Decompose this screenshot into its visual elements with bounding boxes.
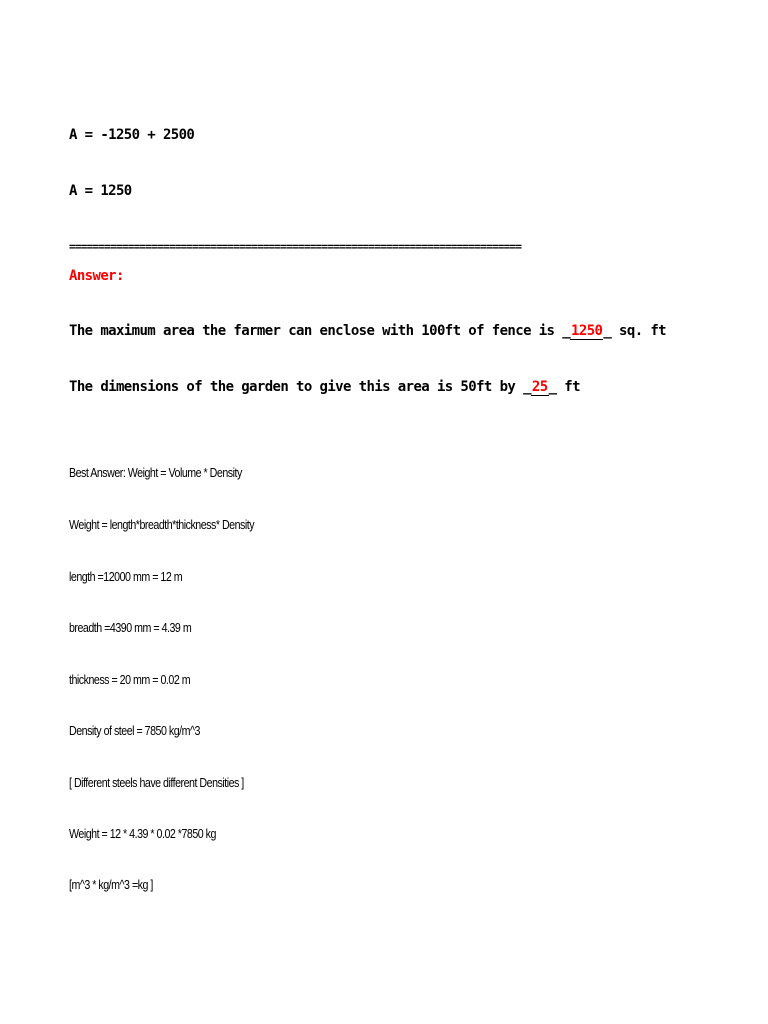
best-answer-line-2: Weight = length*breadth*thickness* Density	[69, 517, 255, 532]
best-answer-line-8: Weight = 12 * 4.39 * 0.02 *7850 kg	[69, 826, 216, 841]
best-answer-line-7: [ Different steels have different Densities ]	[69, 775, 244, 790]
equation-line-2: A = 1250	[69, 183, 132, 199]
best-answer-line-6: Density of steel = 7850 kg/m^3	[69, 723, 200, 738]
dims-answer-value: 25	[531, 379, 548, 395]
area-answer-sentence	[69, 323, 666, 339]
best-answer-line-5: thickness = 20 mm = 0.02 m	[69, 672, 191, 687]
area-sentence-suffix: _ sq. ft	[603, 323, 667, 339]
dims-sentence-prefix: The dimensions of the garden to give this area is 50ft by _	[69, 379, 531, 395]
answer-label: Answer:	[69, 268, 124, 284]
best-answer-line-9: [m^3 * kg/m^3 =kg ]	[69, 877, 153, 892]
separator-line: =============================================================================	[69, 241, 522, 253]
area-sentence-prefix: The maximum area the farmer can enclose with 100ft of fence is _	[69, 323, 571, 339]
best-answer-line-4: breadth =4390 mm = 4.39 m	[69, 620, 192, 635]
area-answer-value: 1250	[571, 323, 603, 339]
equation-line-1: A = -1250 + 2500	[69, 127, 195, 143]
dims-sentence-suffix: _ ft	[548, 379, 580, 395]
best-answer-line-3: length =12000 mm = 12 m	[69, 569, 183, 584]
best-answer-line-1: Best Answer: Weight = Volume * Density	[69, 465, 242, 480]
dimensions-answer-sentence	[69, 379, 580, 395]
